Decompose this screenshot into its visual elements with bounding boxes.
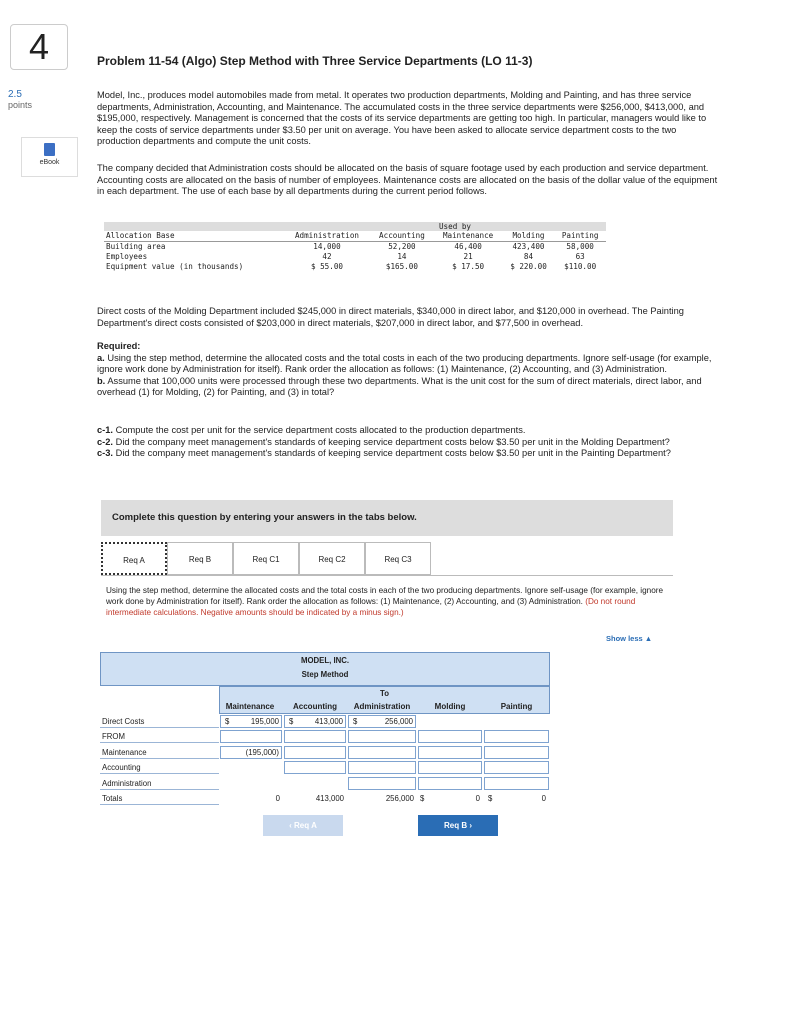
input-acct-administration[interactable] [348,761,416,774]
alloc-cell: 46,400 [454,242,482,251]
required-section [97,341,722,399]
req-c1-label: c-1. [97,425,114,435]
alloc-cell: $ 55.00 [310,262,343,271]
book-icon [44,143,55,156]
alloc-cell: Equipment value (in thousands) [106,262,244,271]
total-painting: 0 [541,794,546,803]
input-acct-accounting[interactable] [284,761,346,774]
alloc-cell: Employees [106,252,148,261]
tab-req-a[interactable]: Req A [101,542,167,575]
required-c-section [97,425,722,460]
input-direct-maintenance[interactable] [220,715,282,728]
input-direct-accounting[interactable] [284,715,346,728]
req-c1-text: Compute the cost per unit for the service department costs allocated to the production departments. [115,425,526,435]
step-method-worksheet [100,652,550,809]
req-c3-label: c-3. [97,448,114,459]
alloc-col-header: Molding [503,231,555,242]
tab-req-c3[interactable]: Req C3 [365,542,431,575]
currency-symbol: $ [420,794,425,803]
req-a-text: Using the step method, determine the allocated costs and the total costs in each of the two producing departments. Ignore self-usage (for example, ignore work done by Administration for itself). Rank order the allocation as follows: (1) Maintenance, (2) Accounting, and (3) Administration. [97,352,712,375]
to-label: To [380,689,389,698]
chevron-right-icon: › [467,821,472,830]
alloc-cell: 63 [575,252,585,261]
input-value: (195,000) [245,748,279,757]
tab-req-c1[interactable]: Req C1 [233,542,299,575]
show-less-link[interactable]: Show less ▲ [606,634,653,643]
ebook-button[interactable] [21,137,78,177]
req-c2-text: Did the company meet management's standards of keeping service department costs below $3.50 per unit in the Molding Department? [115,436,670,447]
alloc-col-header: Accounting [370,231,433,242]
alloc-cell: $ 220.00 [510,262,547,271]
alloc-row [104,262,606,272]
row-label-totals: Totals [100,792,219,805]
input-maint-painting[interactable] [484,746,549,759]
tab-req-c2[interactable]: Req C2 [299,542,365,575]
row-label-from: FROM [100,730,219,743]
req-c2-label: c-2. [97,436,114,447]
alloc-cell: 14,000 [313,242,341,251]
req-b-text: Assume that 100,000 units were processed through these two departments. What is the unit cost for the sum of direct materials, direct labor, and overhead (1) for Molding, (2) for Painting, and (3) in total? [97,375,702,398]
row-label-accounting: Accounting [100,761,219,774]
direct-costs-paragraph: Direct costs of the Molding Department included $245,000 in direct materials, $340,000 in direct labor, and $120,000 in overhead. The Painting Department's direct costs consisted of $203,000 in direct materials, $207,000 in direct labor, and $77,500 in overhead. [97,306,684,328]
alloc-row [104,242,606,253]
input-from-administration[interactable] [348,730,416,743]
next-label: Req B [443,821,468,830]
input-maint-maintenance[interactable] [220,746,282,759]
input-value: 195,000 [250,717,279,726]
prev-label: Req A [294,821,317,830]
col-accounting: Accounting [293,702,337,711]
row-label-direct-costs: Direct Costs [100,715,219,728]
input-admin-painting[interactable] [484,777,549,790]
alloc-cell: 423,400 [512,242,545,251]
total-accounting: 413,000 [315,794,344,803]
input-direct-administration[interactable] [348,715,416,728]
intro-paragraph: Model, Inc., produces model automobiles made from metal. It operates two production departments, Molding and Painting, and has three service departments, Administration, Accounting, and Maintenance. The accumulated costs in the three service departments were $256,000, $413,000, and $195,000, respectively. Management is concerned that the costs of its service departments are getting too high. In particular, managers would like to keep the costs of service departments under $3.50 per unit on average. You have been asked to allocate service department costs to the two production departments and compute the unit costs. [97,90,707,147]
alloc-col-header: Allocation Base [104,231,284,242]
complete-banner: Complete this question by entering your answers in the tabs below. [101,500,673,536]
currency-symbol: $ [353,717,358,726]
alloc-cell: $110.00 [564,262,597,271]
alloc-cell: Building area [106,242,166,251]
points-value: 2.5 [8,89,22,100]
row-label-administration: Administration [100,777,219,790]
chevron-left-icon: ‹ [289,821,295,830]
ebook-label: eBook [39,159,60,166]
currency-symbol: $ [225,717,230,726]
alloc-cell: 52,200 [388,242,416,251]
alloc-cell: 42 [322,252,332,261]
alloc-cell: 14 [397,252,407,261]
input-from-accounting[interactable] [284,730,346,743]
prev-button[interactable] [263,815,343,836]
currency-symbol: $ [488,794,493,803]
input-acct-painting[interactable] [484,761,549,774]
required-heading: Required: [97,341,141,351]
company-name: MODEL, INC. [300,656,350,665]
points-label: points [8,100,33,110]
basis-paragraph: The company decided that Administration costs should be allocated on the basis of square footage used by each production and service department. Accounting costs are allocated on the basis of number of employees. Maintenance costs are allocated on the basis of the dollar value of the equipment in each department. The use of each base by all departments during the current period follows. [97,163,718,197]
instruction-note: (Do not round intermediate calculations. Negative amounts should be indicated by a minus sign.) [106,597,636,617]
alloc-header-row [104,231,606,242]
method-name: Step Method [301,670,349,679]
input-from-maintenance[interactable] [220,730,282,743]
input-from-painting[interactable] [484,730,549,743]
total-molding: 0 [475,794,480,803]
input-from-molding[interactable] [418,730,482,743]
points-info [8,89,32,110]
col-painting: Painting [500,702,533,711]
input-value: 256,000 [384,717,413,726]
input-maint-molding[interactable] [418,746,482,759]
alloc-col-header: Painting [554,231,606,242]
alloc-cell: 58,000 [566,242,594,251]
col-administration: Administration [353,702,411,711]
alloc-col-header: Administration [284,231,371,242]
total-administration: 256,000 [385,794,414,803]
input-admin-administration[interactable] [348,777,416,790]
alloc-cell: 21 [463,252,473,261]
col-molding: Molding [434,702,466,711]
alloc-col-header: Maintenance [434,231,503,242]
problem-title: Problem 11-54 (Algo) Step Method with Three Service Departments (LO 11-3) [97,54,533,68]
used-by-header: Used by [104,222,606,231]
alloc-row [104,252,606,262]
col-maintenance: Maintenance [225,702,275,711]
allocation-table [104,222,606,272]
alloc-cell: $ 17.50 [452,262,485,271]
currency-symbol: $ [289,717,294,726]
req-c3-text: Did the company meet management's standards of keeping service department costs below $3.50 per unit in the Painting Department? [115,448,671,459]
row-label-maintenance: Maintenance [100,746,219,759]
input-maint-accounting[interactable] [284,746,346,759]
total-maintenance: 0 [275,794,280,803]
input-acct-molding[interactable] [418,761,482,774]
question-number: 4 [10,24,68,70]
alloc-cell: 84 [523,252,534,261]
tab-req-b[interactable]: Req B [167,542,233,575]
req-b-label: b. [97,375,106,386]
instructions [106,585,666,618]
req-a-label: a. [97,352,105,363]
input-maint-administration[interactable] [348,746,416,759]
input-value: 413,000 [314,717,343,726]
next-button[interactable] [418,815,498,836]
instruction-text: Using the step method, determine the allocated costs and the total costs in each of the two producing departments. Ignore self-usage (for example, ignore work done by Administration for itself). Rank order the allocation as follows: (1) Maintenance, (2) Accounting, and (3) Administration. [106,586,664,606]
alloc-cell: $165.00 [385,262,418,271]
input-admin-molding[interactable] [418,777,482,790]
